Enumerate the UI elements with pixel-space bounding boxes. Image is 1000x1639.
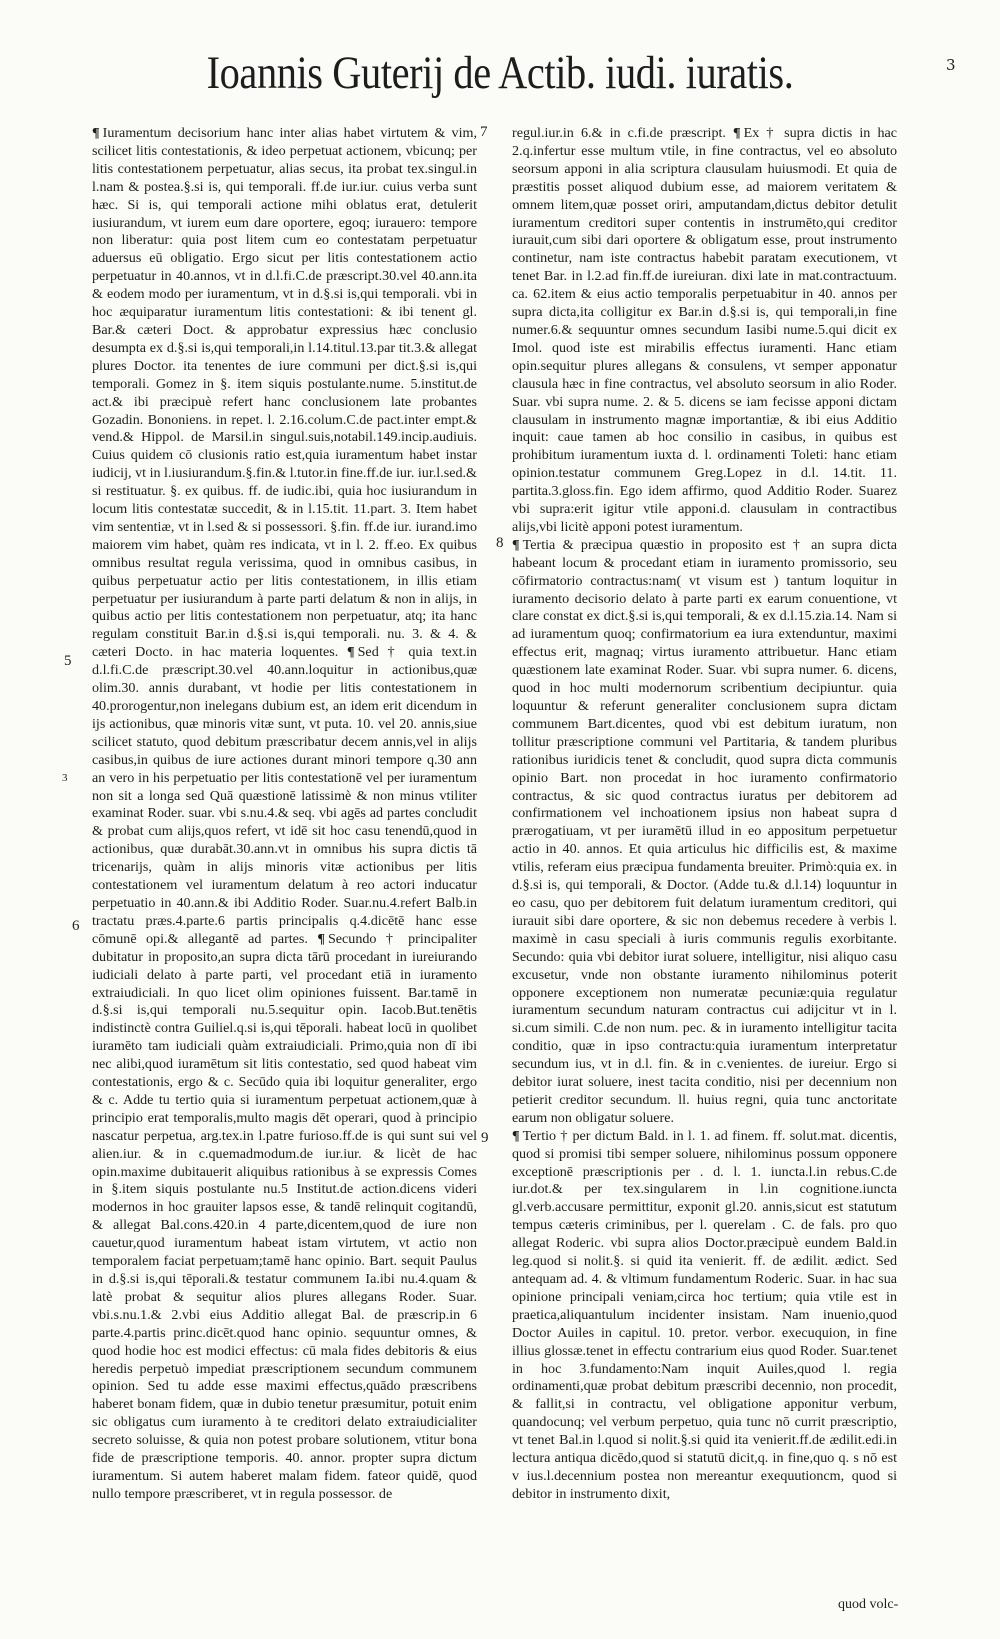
pilcrow-icon: ¶: [725, 125, 741, 141]
paragraph: [512, 1128, 897, 1504]
page-number: 3: [946, 56, 956, 74]
margin-number-7: 7: [480, 124, 488, 140]
paragraph-text: Sed † quia text.in d.l.fi.C.de præscript.30.vel 40.ann.loquitur in actionibus,quæ olim.30. annis durabant, vt hodie per litis contestationem in 40.prorogentur,non inelegans dubium est, an idem erit dicendum in ijs actionibus, quæ minoris vitæ sunt, vt puta. 10. vel 20. annis,siue scilicet statuto, quod debitum præscribatur decem annis,vel in alijs casibus,in quibus de iure actiones durant minori tempore q.30 ann an vero in his perpetuatio per litis contestationē vel per iuramentum non sit a longa sed Quā quæstionē latissimè & non minus vtiliter examinat Roder. suar. vbi s.nu.4.& seq. vbi agēs ad partes concludit & probat cum alijs,quos refert, vt idē sit hoc casu tenendū,quod in actionibus, quæ durabāt.30.ann.vt in omnibus his supra dictis tā tricenarijs, quàm in alijs minoris vitæ actionibus per litis contestationem vel iuramentum delatum à reo actori inducatur perpetuatio in 40.ann.& ibi Additio Roder. Suar.nu.4.refert Balb.in tractatu præs.4.parte.6 partis principalis q.4.dicētē hanc esse cōmunē opi.& allegantē ad partes.: [92, 644, 477, 947]
paragraph-text: regul.iur.in 6.& in c.fi.de præscript.: [512, 125, 726, 141]
paragraph-text: Secundo † principaliter dubitatur in proposito,an supra dicta tārū procedant in iureiurando iudiciali delato à parte parti, vel procedant etiā in iuramento extraiudiciali. In quo licet olim opiniones fuissent. Bar.tamē in d.§.si is,qui temporali nu.5.sequitur opin. Iacob.But.tenētis indistinctè contra Guiliel.q.si is,qui tēporali. habeat locū in quolibet iuramēto tam iudiciali quàm extraiudiciali. Primo,quia non dī ibi nec alibi,quod iuramētum sit litis contestatio, sed quod habeat vim contestationis, ergo & c. Secūdo quia ibi loquitur generaliter, ergo & c. Adde tu tertio quia si iuramentum perpetuat actionem,quæ à principio erat temporalis,multo magis dēt operari, quod à principio nascatur perpetua, arg.tex.in l.patre furioso.ff.de is qui sunt sui vel alien.iur. & in c.quemadmodum.de iur.iur. & licèt de hac opin.maxime dubitauerit aliquibus rationibus à se expressis Comes in §.item siquis postulante nu.5 Institut.de action.dicens videri modernos in hoc grauiter lapsos esse, & tandē relinquit cogitandū, & allegat Bal.cons.420.in 4 parte,dicentem,quod de iure non cauetur,quod iuramentum habeat istam virtutem, vt actio non temporalem faciat perpetuam;tamē hanc opinio. Bart. sequit Paulus in d.§.si is,qui tēporali.& testatur communem Ia.ibi nu.4.quam & latè probat & sequitur alios plures allegans Roder. Suar. vbi.s.nu.1.& 2.vbi eius Additio allegat Bal. de præscrip.in 6 parte.4.partis princ.dicēt.quod hanc opinio. sequuntur omnes, & quod hodie hoc est modici effectus: cū mala fides debitoris & eius heredis perpetuò impediat præscriptionem secundum communem opinion. Sed tu adde esse maximi effectus,quādo præscribens haberet bonam fidem, quæ in dubio tenetur præsumitur, potuit enim sic obligatus cum iuramento à te creditori delato extraiudicialiter secreto soluisse, & quia non potest probare solutionem, vtitur bona fide de præscriptione temporis. 40. annor. propter supra dictum iuramentum. Si autem haberet malam fidem. fateor quidē, quod nullo tempore præscriberet, vt in regula possessor. de: [92, 930, 477, 1502]
paragraph: [512, 537, 897, 1128]
paragraph-text: Tertio † per dictum Bald. in l. 1. ad finem. ff. solut.mat. dicentis, quod si promisi tibi semper soluere, nihilominus possum opponere exceptionē præscriptionis per . d. l. 1. iuncta.l.in rebus.C.de iur.dot.& per tex.singularem in l.in cognitione.iuncta gl.verb.accusare permittitur, exponit gl.20. annis,sicut est statutum tempus cæteris criminibus, per l. querelam . C. de fals. pro quo allegat Roderic. vbi supra alios Doctor.præcipuè eundem Bald.in leg.quod si nolit.§. si quid ita venierit. ff. de ædilit. ædict. Sed antequam ad. 4. & vltimum fundamentum Roderic. Suar. in hac sua opinione principali veniam,circa hoc tertium; quia vtile est in praetica,aliquantulum incidenter insistam. Nam inuenio,quod Doctor Auiles in capitul. 10. pretor. verbor. execuquion, in fine illius glossæ.tenet in effectu contrarium eius quod Roder. Suar.tenet in hoc 3.fundamento:Nam inquit Auiles,quod l. regia ordinamenti,quæ probat debitum præscribi decennio, non procedit, & fallit,si in contractu, vel obligatione apponitur verbum, quandocunq; vel verbum perpetuo, quia tunc nō currit præscriptio, vt tenet Bal.in l.quod si nolit.§.si quid ita venierit.ff.de ædilit.edi.in lectura antiqua dicēdo,quod si statutū dicit,q. in fine,quo q. s nō est v ius.l.decennium postea non mereantur exequutioncm, quod si debitor in instrumento dixit,: [512, 1127, 897, 1502]
paragraph: [92, 125, 477, 1504]
paragraph-text: Ex † supra dictis in hac 2.q.infertur esse multum vtile, in fine contractus, vel eo absoluto seorsum apponi in alia scriptura clausulam huiusmodi. Et quia de præstitis posset aliquod dubium esse, ad maiorem veritatem & omnem litem,quæ posset oriri, amputandam,dictus debitor detulit iuramentum creditori super contentis in instrumēto,qui creditor iurauit,cum sibi dari oportere & obligatum esse, prout instrumento continetur, nam iste contractus habebit paratam executionem, vt tenet Bar. in l.2.ad fin.ff.de iureiuran. dixi late in mat.contractuum. ca. 62.item & eius actio temporalis perpetuabitur in 40. annos per supra dicta,ita colligitur ex Bar.in d.§.si is, qui temporali,in fine numer.6.& sequuntur omnes secundum Iasibi nume.5.qui dicit ex Imol. quod iste est mirabilis effectus iuramenti. Hanc etiam opin.sequitur plures allegans & consulens, vt semper apponatur clausula hæc in fine contractus, vel absoluto seorsum in alio Roder. Suar. vbi supra nume. 2. & 5. dicens se iam fecisse apponi dictam clausulam in instrumento magnæ importantiæ, & ibi eius Additio inquit: caue tamen ab hoc consilio in casibus, in quibus est prohibitum iuramentum iuxta d. l. ordinamenti Toleti: hanc etiam opinion.testatur communem Greg.Lopez in d.l. 14.tit. 11. partita.3.gloss.fin. Ego idem affirmo, quod Additio Roder. Suarez vbi supra:erit igitur vtile apponi.d. clausulam in contractibus alijs,vbi licitè apponi potest iuramentum.: [512, 125, 897, 535]
margin-number-8: 8: [496, 535, 504, 551]
paragraph: [512, 125, 897, 537]
margin-number-9: 9: [481, 1130, 489, 1146]
pilcrow-icon: ¶: [338, 644, 355, 661]
pilcrow-icon: ¶: [92, 125, 100, 141]
margin-mark: 3: [62, 772, 68, 784]
paragraph-text: Tertia & præcipua quæstio in proposito est † an supra dicta habeant locum & procedant etiam in iuramento promissorio, seu cōfirmatorio contractus:nam( vt visum est ) tantum loquitur in iuramento decisorio delato à parte parti ex earum conuentione, vt clare constat ex dict.§.si is,qui temporali, & ex d.l.15.zia.14. Nam si ad iuramentum quoq; confirmatorium ea iura extenduntur, maximi effectus erit, magnaq; virtus iuramento attribuetur. Hanc etiam quæstionem late examinat Roder. Suar. vbi supra numer. 6. dicens, quod in hoc multi modernorum scribentium decipiuntur. quia loquuntur & referunt generaliter conclusionem supra dictam communem Bart.dicentes, quod vbi est debitum iuratum, non tollitur præscriptione communi vel Partitaria, & tandem pluribus rationibus iuridicis tenet & concludit, quod supra dicta communis opinio Bart. non procedat in hoc iuramento confirmatorio contractus, & sic quod contractus iuratus per debitorem ad confirmationem vel inchoationem ipsius non habeat supra d prærogatiuam, vt per iuramētū illud in eo appositum perpetuetur actio in 40. annos. Et quia articulus hic difficilis est, & maxime vtilis, referam eius præcipua fundamenta breuiter. Primò:quia ex. in d.§.si is, qui temporali, & Doctor. (Adde tu.& d.l.14) loquuntur in eo casu, quo per debitorem fuit delatum iuramentum creditori, qui iurauit sibi dare oportere, & sic non debemus recedere à verbis l. maximè in casu speciali à iuris communis regulis exorbitante. Secundo: quia vbi debitor iurat soluere, intelligitur, nisi aliquo casu excusetur, vnde non obstante iuramento nihilominus poterit opponere exceptionem non numeratæ pecuniæ:quia regulatur iuramentum secundum naturam contractus cui adijcitur vt in l. si.cum simili. C.de non num. pec. & in iuramento intelligitur tacita conditio, quæ in ipso contractu:quia iuramentum interpretatur secundum ius, vt in d.l. fin. & in c.venientes. de iureiur. Ergo si debitor iurat soluere, inest tacita conditio, nisi per decennium non petierit creditor secundum. ll. huius regni, quia tunc anctoritate earum non obligatur soluere.: [512, 536, 897, 1126]
pilcrow-icon: ¶: [512, 1127, 520, 1144]
pilcrow-icon: ¶: [307, 930, 325, 947]
paragraph-text: Iuramentum decisorium hanc inter alias habet virtutem & vim, scilicet litis contestationis, & ideo perpetuat actionem, vbicunq; per litis contestationem perpetuatur, alias secus, ita probat tex.singul.in l.nam & postea.§.si is, qui temporali. ff.de iur.iur. cuius verba sunt hæc. Si is, qui temporali actione mihi oblatus erat, detulerit iusiurandum, vt iurem eum dare oportere, egoq; iurauero: tempore non liberatur: quia post litem cum eo contestatam perpetuatur aduersus eū obligatio. Ergo sicut per litis contestationem actio perpetuatur in 40.annos, vt in d.l.fi.C.de præscript.30.vel 40.ann.ita & eodem modo per iuramentum, vt in d.§.si is,qui temporali. vbi in hoc æquiparatur iuramentum litis contestationi: & ibi tenent gl. Bar.& cæteri Doct. & approbatur expressius hæc conclusio desumpta ex d.§.si is,qui temporali,in l.14.titul.13.par tit.3.& allegat plures Doctor. ita tenentes de iure communi per dict.§.si is,qui temporali. Gomez in §. item siquis postulante.nume. 5.institut.de act.& ibi præcipuè refert hanc conclusionem late probantes Gozadin. Bononiens. in repet. l. 2.16.colum.C.de pact.inter empt.& vend.& Hippol. de Marsil.in singul.suis,notabil.149.incip.audiuis. Cuius quidem cō clusionis ratio est,quia iuramentum habet instar iudicij, vt in l.iusiurandum.§.fin.& l.tutor.in fine.ff.de iur. iur.l.sed.& si restituatur. §. ex quibus. ff. de iudic.ibi, quia hoc iusiurandum in locum litis contestatæ succedit, & in l.15.tit. 11.part. 3. Item habet vim sententiæ, vt in l.sed & si possessori. §.fin. ff.de iur. iurand.imo maiorem vim habet, quàm res indicata, vt in l. 2. ff.eo. Ex quibus omnibus resultat regula verissima, quod in omnibus casibus, in quibus perpetuatur actio per litis contestationem, in illis etiam perpetuatur per iusiurandum à parte parti delatum & non in alijs, in quibus actio per litis contestationem non perpetuatur, atq; ita hanc regulam constituit Bar.in d.§.si is,qui temporali. nu. 3. & 4. & cæteri Docto. in hac materia loquentes.: [92, 125, 477, 661]
right-column: [512, 125, 897, 1585]
margin-number-6: 6: [72, 918, 80, 934]
margin-number-5: 5: [64, 653, 72, 669]
catchword: quod volc-: [838, 1597, 899, 1612]
pilcrow-icon: ¶: [512, 536, 520, 553]
left-column: [92, 125, 477, 1595]
running-title: Ioannis Guterij de Actib. iudi. iuratis.: [206, 47, 794, 99]
